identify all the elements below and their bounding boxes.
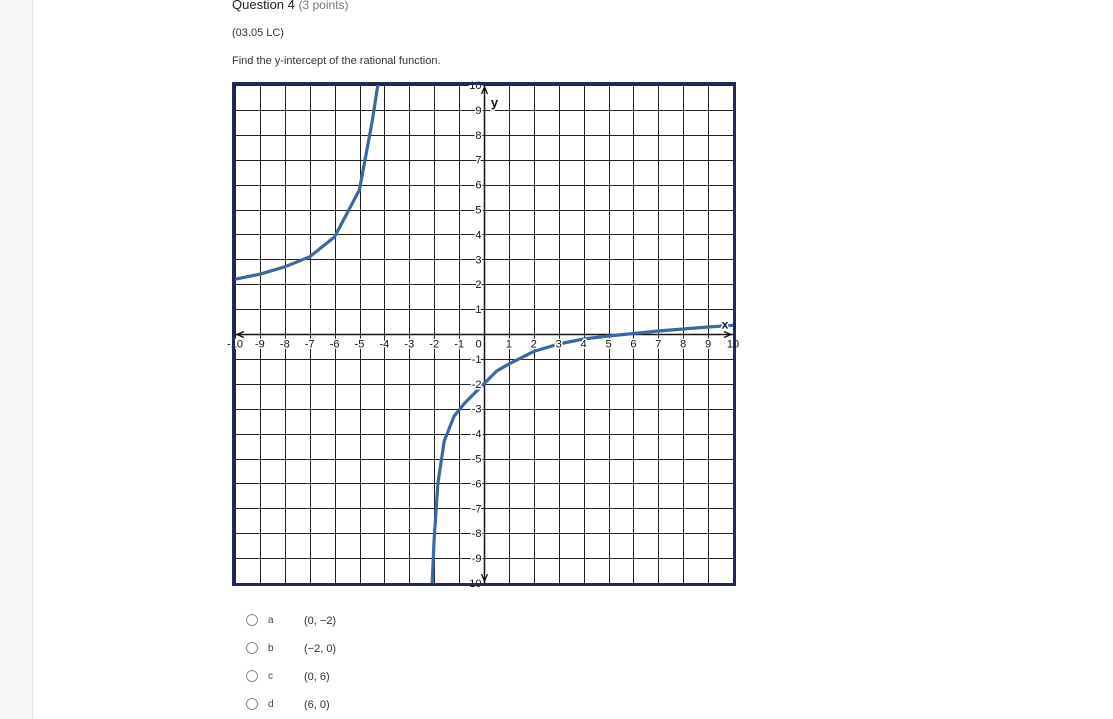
x-tick-label: 2 (530, 338, 537, 351)
y-tick-label: -9 (471, 553, 482, 566)
x-tick-label: -6 (329, 338, 340, 351)
x-tick-label: -9 (255, 338, 265, 351)
origin-label: 0 (475, 338, 482, 351)
choice-b-text: (−2, 0) (304, 643, 337, 655)
choice-a-text: (0, −2) (304, 615, 337, 627)
y-tick-label: -3 (471, 403, 482, 416)
choice-c-text: (0, 6) (304, 671, 330, 683)
question-title: Question 4 (232, 0, 295, 12)
x-tick-label: 6 (630, 338, 637, 351)
x-tick-label: 4 (580, 338, 587, 351)
y-tick-label: 1 (475, 304, 482, 317)
x-tick-label: -7 (304, 338, 315, 351)
rational-function-graph (227, 80, 740, 590)
x-tick-label: -4 (379, 338, 390, 351)
y-tick-label: -7 (471, 503, 482, 516)
x-tick-label: -2 (429, 338, 440, 351)
x-tick-label: 9 (705, 338, 712, 351)
choice-a[interactable] (246, 612, 386, 632)
y-tick-label: 10 (469, 80, 482, 92)
choice-d[interactable] (246, 696, 386, 716)
y-tick-label: 7 (475, 154, 482, 167)
x-tick-label: 10 (726, 338, 740, 351)
x-tick-label: 8 (680, 338, 687, 351)
x-tick-label: -3 (404, 338, 415, 351)
y-tick-label: 5 (475, 204, 482, 217)
choice-c[interactable] (246, 668, 386, 688)
y-tick-label: 8 (475, 129, 482, 142)
y-tick-label: -6 (471, 478, 482, 491)
y-tick-label: 4 (475, 229, 482, 242)
y-tick-label: 3 (475, 254, 482, 267)
choice-a-radio[interactable] (246, 614, 258, 626)
question-points: (3 points) (298, 0, 349, 12)
x-tick-label: -10 (227, 338, 243, 351)
choice-d-letter: d (268, 699, 274, 710)
y-tick-label: -8 (471, 528, 482, 541)
question-header (232, 0, 349, 12)
choice-c-radio[interactable] (246, 670, 258, 682)
y-tick-label: -2 (471, 378, 482, 391)
question-prompt: Find the y-intercept of the rational function. (232, 55, 441, 67)
x-tick-label: -1 (454, 338, 464, 351)
choice-b[interactable] (246, 640, 386, 660)
left-rail (0, 0, 33, 719)
y-tick-label: -1 (471, 353, 482, 366)
choice-a-letter: a (268, 615, 274, 626)
graph-svg (227, 80, 740, 590)
x-tick-label: 3 (555, 338, 562, 351)
x-tick-label: 5 (605, 338, 612, 351)
x-tick-label: 1 (505, 338, 512, 351)
question-code: (03.05 LC) (232, 27, 284, 39)
choice-d-radio[interactable] (246, 698, 258, 710)
choice-c-letter: c (268, 671, 273, 682)
y-tick-label: -10 (465, 578, 482, 590)
y-tick-label: -5 (471, 453, 482, 466)
choice-b-letter: b (268, 643, 274, 654)
x-tick-label: 7 (655, 338, 662, 351)
x-tick-label: -8 (279, 338, 290, 351)
y-tick-label: 9 (475, 104, 482, 117)
choice-b-radio[interactable] (246, 642, 258, 654)
x-tick-label: -5 (354, 338, 365, 351)
y-tick-label: 6 (475, 179, 482, 192)
choice-d-text: (6, 0) (304, 699, 330, 711)
x-axis-label: x (721, 317, 729, 332)
y-axis-label: y (490, 95, 499, 110)
y-tick-label: 2 (475, 279, 482, 292)
y-tick-label: -4 (471, 428, 482, 441)
